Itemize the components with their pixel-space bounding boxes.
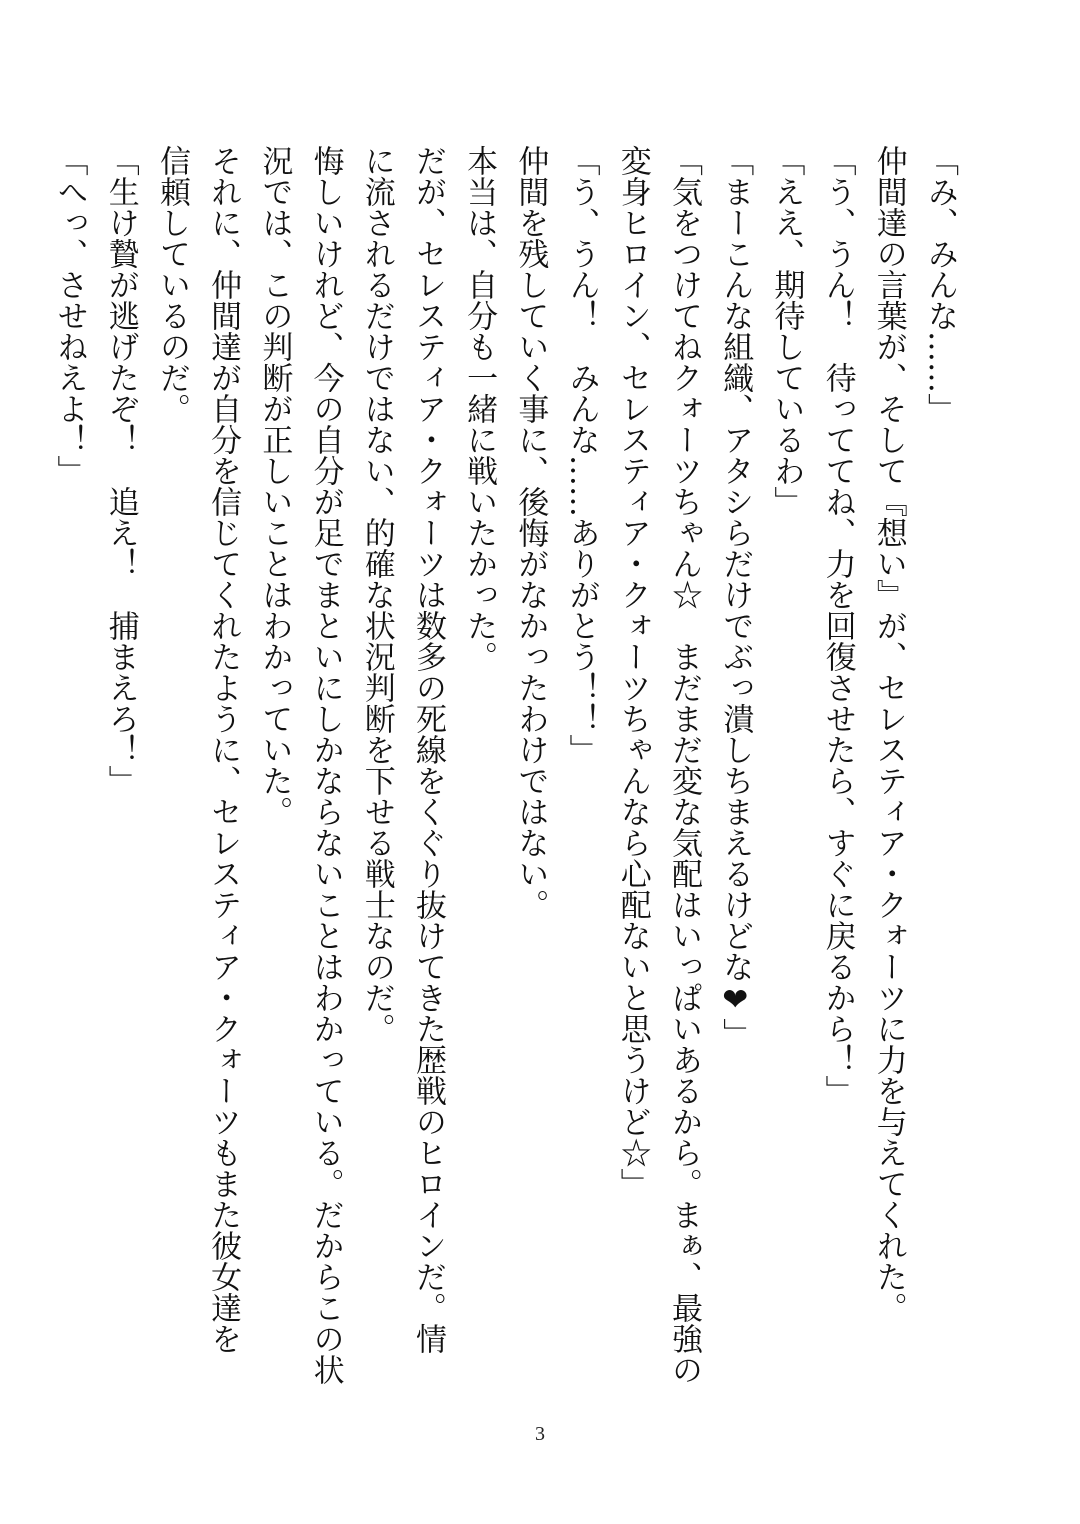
text-line: 「う、うん！ みんな……ありがとう！！」 — [563, 145, 600, 765]
text-line: 「み、みんな……」 — [922, 145, 958, 424]
text-line: 信頼しているのだ。 — [153, 145, 190, 424]
text-line: 「生け贄が逃げたぞ！ 追え！ 捕まえろ！」 — [102, 145, 139, 796]
text-line: 「へっ、させねえよ！」 — [51, 145, 88, 486]
text-line: 況では、この判断が正しいことはわかっていた。 — [256, 145, 293, 827]
text-line: 仲間を残していく事に、後悔がなかったわけではない。 — [512, 145, 549, 920]
text-line: 本当は、自分も一緒に戦いたかった。 — [461, 145, 498, 672]
vertical-text-body — [43, 145, 965, 1385]
text-line: 「う、うん！ 待っててね、力を回復させたら、すぐに戻るから！」 — [819, 145, 856, 1106]
text-line: 仲間達の言葉が、そして『想い』が、セレスティア・クォーツに力を与えてくれた。 — [870, 145, 907, 1323]
page-number: 3 — [535, 1423, 545, 1445]
text-line: 「ええ、期待しているわ」 — [768, 145, 805, 517]
text-line: に流されるだけではない、的確な状況判断を下せる戦士なのだ。 — [358, 145, 395, 1044]
text-line: 「気をつけてねクォーツちゃん☆ まだまだ変な気配はいっぱいあるから。まぁ、最強の — [665, 145, 702, 1385]
text-line: 変身ヒロイン、セレスティア・クォーツちゃんなら心配ないと思うけど☆」 — [614, 145, 651, 1199]
text-line: 「まーこんな組織、アタシらだけでぶっ潰しちまえるけどな❤」 — [717, 145, 754, 1049]
text-line: だが、セレスティア・クォーツは数多の死線をくぐり抜けてきた歴戦のヒロインだ。情 — [409, 145, 446, 1354]
text-line: 悔しいけれど、今の自分が足でまといにしかならないことはわかっている。だからこの状 — [307, 145, 344, 1385]
text-line: それに、仲間達が自分を信じてくれたように、セレスティア・クォーツもまた彼女達を — [205, 145, 242, 1354]
